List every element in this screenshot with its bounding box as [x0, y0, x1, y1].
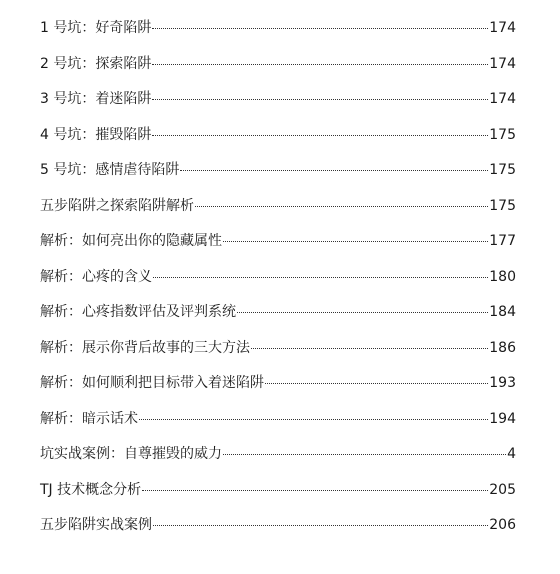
- toc-entry-title: 解析：心疼的含义: [40, 268, 152, 285]
- dot-leader: [223, 454, 506, 455]
- toc-entry[interactable]: [40, 196, 516, 232]
- dot-leader: [139, 419, 488, 420]
- toc-entry[interactable]: [40, 89, 516, 125]
- toc-entry-page-number: 174: [489, 20, 516, 36]
- table-of-contents: [40, 18, 516, 551]
- toc-entry-page-number: 174: [489, 91, 516, 107]
- toc-entry-page-number: 177: [489, 233, 516, 249]
- toc-entry-title: 1 号坑：好奇陷阱: [40, 20, 152, 36]
- toc-entry[interactable]: [40, 231, 516, 267]
- toc-entry-title: 解析：心疼指数评估及评判系统: [40, 304, 236, 320]
- dot-leader: [223, 241, 488, 242]
- dot-leader: [153, 277, 488, 278]
- dot-leader: [152, 135, 488, 136]
- toc-entry-title: 坑实战案例：自尊摧毁的威力: [40, 446, 222, 462]
- toc-entry-title: 解析：展示你背后故事的三大方法: [40, 339, 250, 356]
- toc-entry-page-number: 180: [489, 268, 516, 285]
- toc-entry-title: 5 号坑：感情虐待陷阱: [40, 162, 180, 178]
- toc-entry-page-number: 205: [489, 481, 516, 498]
- toc-entry[interactable]: [40, 302, 516, 338]
- toc-entry-title: 五步陷阱实战案例: [40, 517, 152, 533]
- dot-leader: [180, 170, 488, 171]
- dot-leader: [265, 383, 488, 384]
- dot-leader: [237, 312, 488, 313]
- toc-entry-page-number: 206: [489, 517, 516, 533]
- toc-entry[interactable]: [40, 373, 516, 409]
- toc-entry[interactable]: [40, 54, 516, 90]
- dot-leader: [152, 28, 488, 29]
- toc-entry-page-number: 174: [489, 55, 516, 72]
- toc-entry-page-number: 186: [489, 339, 516, 356]
- toc-entry-page-number: 193: [489, 375, 516, 391]
- toc-entry-page-number: 175: [489, 197, 516, 214]
- toc-entry[interactable]: [40, 444, 516, 480]
- dot-leader: [251, 348, 488, 349]
- toc-entry-page-number: 175: [489, 162, 516, 178]
- toc-entry-title: 解析：如何顺利把目标带入着迷陷阱: [40, 375, 264, 391]
- dot-leader: [152, 64, 488, 65]
- toc-entry[interactable]: [40, 409, 516, 445]
- toc-entry-title: TJ 技术概念分析: [40, 481, 142, 498]
- toc-entry-page-number: 4: [507, 446, 516, 462]
- toc-entry-page-number: 194: [489, 410, 516, 427]
- toc-entry-title: 五步陷阱之探索陷阱解析: [40, 197, 194, 214]
- toc-entry-title: 4 号坑：摧毁陷阱: [40, 126, 152, 143]
- toc-entry-title: 解析：如何亮出你的隐藏属性: [40, 233, 222, 249]
- toc-entry[interactable]: [40, 160, 516, 196]
- toc-entry-page-number: 175: [489, 126, 516, 143]
- toc-entry[interactable]: [40, 18, 516, 54]
- dot-leader: [142, 490, 488, 491]
- toc-entry-title: 解析：暗示话术: [40, 410, 138, 427]
- toc-entry-page-number: 184: [489, 304, 516, 320]
- toc-entry[interactable]: [40, 125, 516, 161]
- toc-entry[interactable]: [40, 515, 516, 551]
- toc-entry-title: 2 号坑：探索陷阱: [40, 55, 152, 72]
- dot-leader: [152, 99, 488, 100]
- dot-leader: [153, 525, 488, 526]
- toc-entry-title: 3 号坑：着迷陷阱: [40, 91, 152, 107]
- toc-entry[interactable]: [40, 267, 516, 303]
- toc-entry[interactable]: [40, 480, 516, 516]
- toc-entry[interactable]: [40, 338, 516, 374]
- dot-leader: [195, 206, 488, 207]
